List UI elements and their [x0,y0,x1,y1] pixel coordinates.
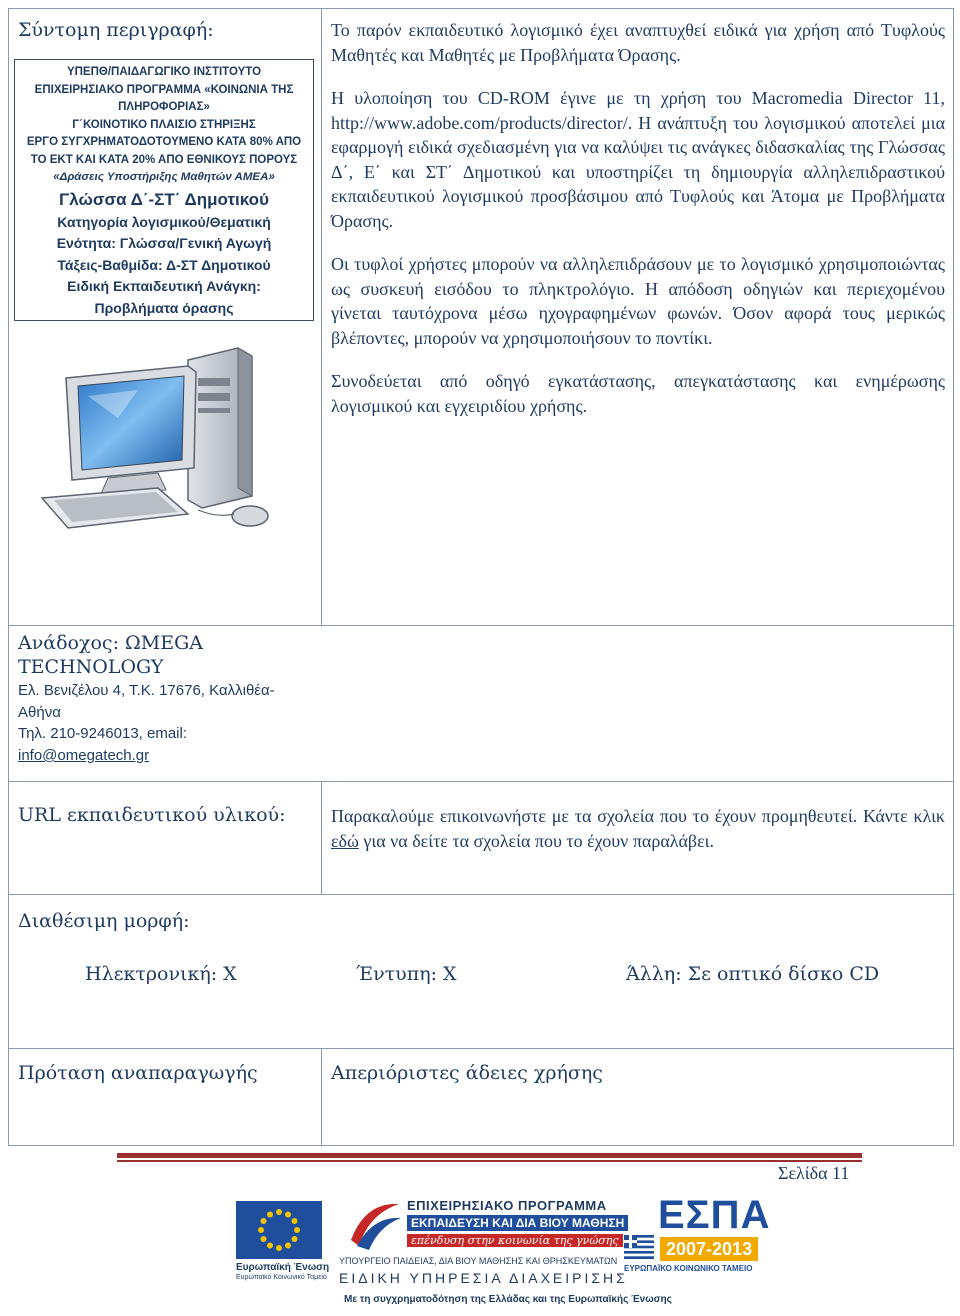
box-line: ΤΟ ΕΚΤ ΚΑΙ ΚΑΤΑ 20% ΑΠΟ ΕΘΝΙΚΟΥΣ ΠΟΡΟΥΣ [30,153,298,166]
format-printed: Έντυπη: Χ [356,963,457,985]
url-text-before: Παρακαλούμε επικοινωνήστε με τα σχολεία που το έχουν προμηθευτεί. Κάντε κλικ [331,806,945,826]
box-line: ΥΠΕΠΘ/ΠΑΙΔΑΓΩΓΙΚΟ ΙΝΣΤΙΤΟΥΤΟ [66,66,262,78]
summary-label: Σύντομη περιγραφή: [18,19,214,41]
box-line: Γ΄ΚΟΙΝΟΤΙΚΟ ΠΛΑΙΣΙΟ ΣΤΗΡΙΞΗΣ [72,118,256,131]
box-line: ΠΛΗΡΟΦΟΡΙΑΣ» [118,101,210,113]
contractor-address: Ελ. Βενιζέλου 4, Τ.Κ. 17676, Καλλιθέα-Αθήνα [18,682,275,721]
program-title: ΕΠΙΧΕΙΡΗΣΙΑΚΟ ΠΡΟΓΡΑΜΜΑ [407,1198,607,1213]
managing-authority: ΕΙΔΙΚΗ ΥΠΗΡΕΣΙΑ ΔΙΑΧΕΙΡΙΣΗΣ [339,1270,628,1286]
description-paragraph: Το παρόν εκπαιδευτικό λογισμικό έχει αναπτυχθεί ειδικά για χρήση από Τυφλούς Μαθητές και Μαθητές με Προβλήματα Όρασης. [331,20,945,65]
row-divider [8,894,954,895]
ministry-name: ΥΠΟΥΡΓΕΙΟ ΠΑΙΔΕΙΑΣ, ΔΙΑ ΒΙΟΥ ΜΑΘΗΣΗΣ ΚΑΙ ΘΡΗΣΚΕΥΜΑΤΩΝ [339,1256,618,1266]
reproduction-value: Απεριόριστες άδειες χρήσης [331,1062,603,1084]
box-detail: Ειδική Εκπαιδευτική Ανάγκη: [67,278,261,294]
column-divider [321,1049,322,1146]
url-label: URL εκπαιδευτικού υλικού: [18,804,286,826]
espa-years: 2007-2013 [660,1237,758,1261]
row-divider [8,625,954,626]
description-paragraph: Συνοδεύεται από οδηγό εγκατάστασης, απεγκατάστασης και ενημέρωσης λογισμικού και εγχειριδίου χρήσης. [331,371,945,416]
project-info-box [14,59,314,321]
format-label: Διαθέσιμη μορφή: [18,910,190,932]
page-number: Σελίδα 11 [778,1163,850,1183]
summary-description [331,18,945,437]
box-title: Γλώσσα Δ΄-ΣΤ΄ Δημοτικού [59,189,269,209]
schools-link[interactable]: εδώ [331,830,359,851]
espa-logo: ΕΣΠΑ [658,1193,771,1237]
eu-flag-icon [236,1201,322,1259]
cofinance-note: Με τη συγχρηματοδότηση της Ελλάδας και της Ευρωπαϊκής Ένωσης [344,1294,672,1305]
reproduction-label: Πρόταση αναπαραγωγής [18,1062,258,1084]
program-tagline: επένδυση στην κοινωνία της γνώσης [407,1234,623,1247]
description-paragraph: Η υλοποίηση του CD-ROM έγινε με τη χρήση του Macromedia Director 11, http://www.adobe.com/products/director/. Η ανάπτυξη του λογισμικού αποτελεί μια εφαρμογή ειδικά σχεδιασμένη για να καλύψει τις ανάγκες διδασκαλίας της Γλώσσας Δ΄, Ε΄ και ΣΤ΄ Δημοτικού και υποστηρίζει τη δημιουργία αλληλεπιδραστικού εκπαιδευτικού λογισμικού προσβάσιμου από Τυφλούς και Άτομα με Προβλήματα Όρασης. [331,88,945,231]
program-swirl-icon [345,1196,405,1252]
box-line: ΕΡΓΟ ΣΥΓΧΡΗΜΑΤΟΔΟΤΟΥΜΕΝΟ ΚΑΤΑ 80% ΑΠΟ [26,136,302,148]
description-paragraph: Οι τυφλοί χρήστες μπορούν να αλληλεπιδράσουν με το λογισμικό χρησιμοποιώντας ως συσκευή εισόδου το πληκτρολόγιο. Η απόδοση οδηγιών και περιεχομένου γίνεται ταυτόχρονα μέσω ηχογραφημένων φωνών. Όσον αφορά τους μερικώς βλέποντες, μπορούν να χρησιμοποιήσουν το ποντίκι. [331,254,945,348]
footer-rule [117,1160,862,1162]
contractor-email-link[interactable]: info@omegatech.gr [18,747,150,764]
box-detail: Τάξεις-Βαθμίδα: Δ-ΣΤ Δημοτικού [57,256,271,273]
greek-flag-icon [624,1235,654,1259]
computer-illustration [38,338,288,543]
footer-rule [117,1153,862,1158]
program-subtitle: ΕΚΠΑΙΔΕΥΣΗ ΚΑΙ ΔΙΑ ΒΙΟΥ ΜΑΘΗΣΗ [407,1215,628,1231]
contractor-phone: Τηλ. 210-9246013, email: [18,725,188,742]
espa-caption: ΕΥΡΩΠΑΪΚΟ ΚΟΙΝΩΝΙΚΟ ΤΑΜΕΙΟ [624,1264,753,1273]
url-description [331,804,945,853]
format-other: Άλλη: Σε οπτικό δίσκο CD [626,963,880,985]
format-electronic: Ηλεκτρονική: Χ [85,963,237,985]
eu-caption-sub: Ευρωπαϊκό Κοινωνικό Ταμείο [236,1274,327,1281]
box-program-name: «Δράσεις Υποστήριξης Μαθητών ΑΜΕΑ» [53,171,275,183]
column-divider [321,782,322,895]
row-divider [8,1048,954,1049]
eu-caption: Ευρωπαϊκή Ένωση [236,1262,330,1273]
box-detail: Κατηγορία λογισμικού/Θεματική [57,213,271,230]
contractor-label: Ανάδοχος: ΩMEGA TECHNOLOGY [18,632,203,678]
url-text-after: για να δείτε τα σχολεία που το έχουν παραλάβει. [358,830,714,851]
column-divider [321,8,322,626]
box-detail: Ενότητα: Γλώσσα/Γενική Αγωγή [56,235,272,251]
box-detail: Προβλήματα όρασης [94,299,234,316]
row-divider [8,781,954,782]
box-line: ΕΠΙΧΕΙΡΗΣΙΑΚΟ ΠΡΟΓΡΑΜΜΑ «ΚΟΙΝΩΝΙΑ ΤΗΣ [34,83,294,96]
program-logo [345,1196,645,1252]
